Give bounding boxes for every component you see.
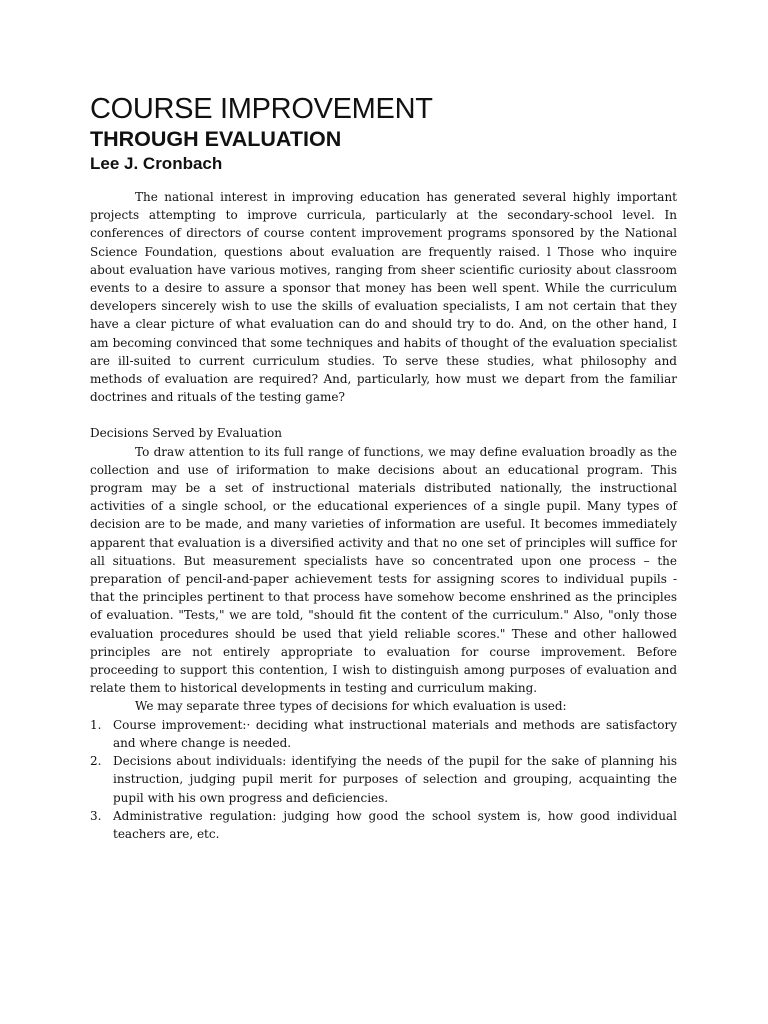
list-item-number: 3. — [90, 808, 102, 823]
document-title: COURSE IMPROVEMENT — [90, 93, 433, 125]
document-author: Lee J. Cronbach — [90, 154, 223, 173]
section-heading: Decisions Served by Evaluation — [90, 426, 282, 441]
list-item-text: Administrative regulation: judging how good the school system is, how good individual teachers are, etc. — [113, 808, 677, 841]
section-paragraph: To draw attention to its full range of functions, we may define evaluation broadly as the collection and use of iriformation to make decisions about an educational program. This program may be a set of instructional materials distributed nationally, the instructional activities of a single school, or the educational experiences of a single pupil. Many types of decision are to be made, and many varieties of information are useful. It becomes immediately apparent that evaluation is a diversified activity and that no one set of principles will suffice for all situations. But measurement specialists have so concentrated upon one process – the preparation of pencil-and-paper achievement tests for assigning scores to individual pupils - that the principles pertinent to that process have somehow become enshrined as the principles of evaluation. "Tests," we are told, "should fit the content of the curriculum." Also, "only those evaluation procedures should be used that yield reliable scores." These and other hallowed principles are not entirely appropriate to evaluation for course improvement. Before proceeding to support this contention, I wish to distinguish among purposes of evaluation and relate them to historical developments in testing and curriculum making. — [90, 444, 677, 696]
list-item-number: 2. — [90, 754, 102, 769]
document-page — [90, 92, 677, 843]
list-item — [90, 752, 677, 807]
decision-list — [90, 716, 677, 843]
list-intro: We may separate three types of decisions for which evaluation is used: — [135, 699, 567, 714]
intro-paragraph: The national interest in improving education has generated several highly important projects attempting to improve curricula, particularly at the secondary-school level. In conferences of directors of course content improvement programs sponsored by the National Science Foundation, questions about evaluation are frequently raised. l Those who inquire about evaluation have various motives, ranging from sheer scientific curiosity about classroom events to a desire to assure a sponsor that money has been well spent. While the curriculum developers sincerely wish to use the skills of evaluation specialists, I am not certain that they have a clear picture of what evaluation can do and should try to do. And, on the other hand, I am becoming convinced that some techniques and habits of thought of the evaluation specialist are ill-suited to current curriculum studies. To serve these studies, what philosophy and methods of evaluation are required? And, particularly, how must we depart from the familiar doctrines and rituals of the testing game? — [90, 190, 677, 405]
document-subtitle: THROUGH EVALUATION — [90, 127, 342, 151]
list-item-text: Decisions about individuals: identifying the needs of the pupil for the sake of planning his instruction, judging pupil merit for purposes of selection and grouping, acquainting the pupil with his own progress and deficiencies. — [113, 754, 677, 805]
list-item-text: Course improvement:· deciding what instructional materials and methods are satisfactory and where change is needed. — [113, 717, 677, 750]
list-item — [90, 716, 677, 752]
list-item-number: 1. — [90, 717, 102, 732]
list-item — [90, 807, 677, 843]
